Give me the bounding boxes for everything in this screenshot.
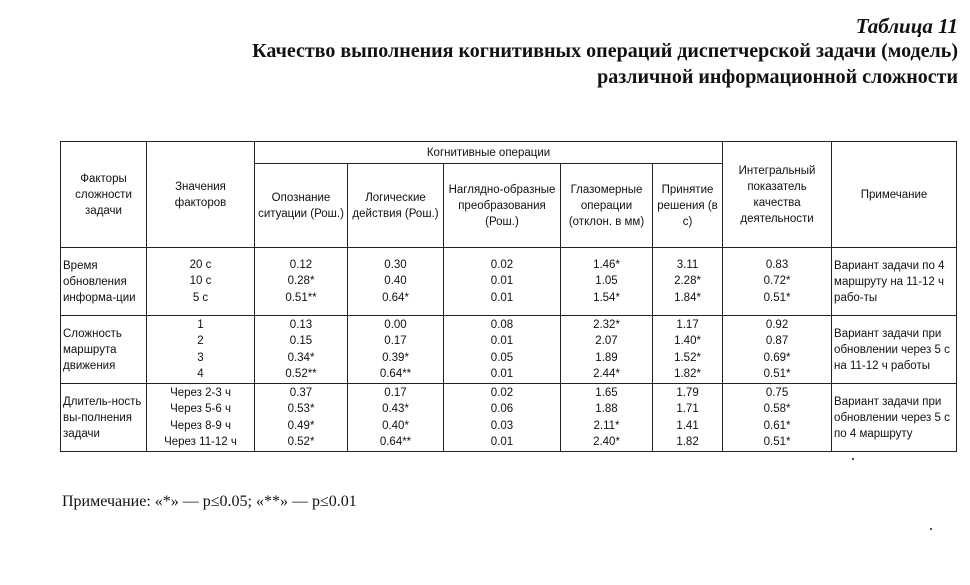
- op1-cell: 0.13 0.15 0.34* 0.52**: [255, 316, 348, 384]
- header-op-visual: Наглядно-образные преобразования (Рош.): [444, 164, 561, 248]
- table-row: [61, 316, 957, 384]
- factor-cell: Длитель-ность вы-полнения задачи: [61, 384, 147, 452]
- header-values: Значения факторов: [147, 142, 255, 248]
- table-header: [252, 14, 958, 90]
- factor-cell: Время обновления информа-ции: [61, 248, 147, 316]
- note-cell: Вариант задачи при обновлении через 5 с на 11-12 ч работы: [832, 316, 957, 384]
- op1-cell: 0.12 0.28* 0.51**: [255, 248, 348, 316]
- integral-cell: 0.92 0.87 0.69* 0.51*: [723, 316, 832, 384]
- integral-cell: 0.83 0.72* 0.51*: [723, 248, 832, 316]
- header-note: Примечание: [832, 142, 957, 248]
- data-table: [60, 141, 957, 452]
- op2-cell: 0.00 0.17 0.39* 0.64**: [348, 316, 444, 384]
- table-title-line-2: различной информационной сложности: [597, 66, 958, 88]
- scan-speck: [852, 458, 854, 460]
- op4-cell: 1.65 1.88 2.11* 2.40*: [561, 384, 653, 452]
- header-op-recognition: Опознание ситуации (Рош.): [255, 164, 348, 248]
- op5-cell: 1.79 1.71 1.41 1.82: [653, 384, 723, 452]
- header-factors: Факторы сложности задачи: [61, 142, 147, 248]
- integral-cell: 0.75 0.58* 0.61* 0.51*: [723, 384, 832, 452]
- op3-cell: 0.02 0.01 0.01: [444, 248, 561, 316]
- values-cell: 20 с 10 с 5 с: [147, 248, 255, 316]
- table-label: Таблица 11: [855, 14, 958, 38]
- table-row: [61, 248, 957, 316]
- header-cognitive-ops: Когнитивные операции: [255, 142, 723, 164]
- factor-cell: Сложность маршрута движения: [61, 316, 147, 384]
- header-op-logic: Логические действия (Рош.): [348, 164, 444, 248]
- header-op-decision: Принятие решения (в с): [653, 164, 723, 248]
- values-cell: Через 2-3 ч Через 5-6 ч Через 8-9 ч Через 11-12 ч: [147, 384, 255, 452]
- note-cell: Вариант задачи по 4 маршруту на 11-12 ч рабо-ты: [832, 248, 957, 316]
- note-cell: Вариант задачи при обновлении через 5 с по 4 маршруту: [832, 384, 957, 452]
- values-cell: 1 2 3 4: [147, 316, 255, 384]
- op2-cell: 0.30 0.40 0.64*: [348, 248, 444, 316]
- op5-cell: 1.17 1.40* 1.52* 1.82*: [653, 316, 723, 384]
- table-title-line-1: Качество выполнения когнитивных операций диспетчерской задачи (модель): [252, 40, 958, 62]
- header-op-eye: Глазомерные операции (отклон. в мм): [561, 164, 653, 248]
- op5-cell: 3.11 2.28* 1.84*: [653, 248, 723, 316]
- footnote: Примечание: «*» — p≤0.05; «**» — p≤0.01: [62, 493, 357, 510]
- op1-cell: 0.37 0.53* 0.49* 0.52*: [255, 384, 348, 452]
- op3-cell: 0.02 0.06 0.03 0.01: [444, 384, 561, 452]
- op3-cell: 0.08 0.01 0.05 0.01: [444, 316, 561, 384]
- op2-cell: 0.17 0.43* 0.40* 0.64**: [348, 384, 444, 452]
- scan-speck: [930, 528, 932, 530]
- op4-cell: 2.32* 2.07 1.89 2.44*: [561, 316, 653, 384]
- table-row: [61, 384, 957, 452]
- header-integral: Интегральный показатель качества деятельности: [723, 142, 832, 248]
- op4-cell: 1.46* 1.05 1.54*: [561, 248, 653, 316]
